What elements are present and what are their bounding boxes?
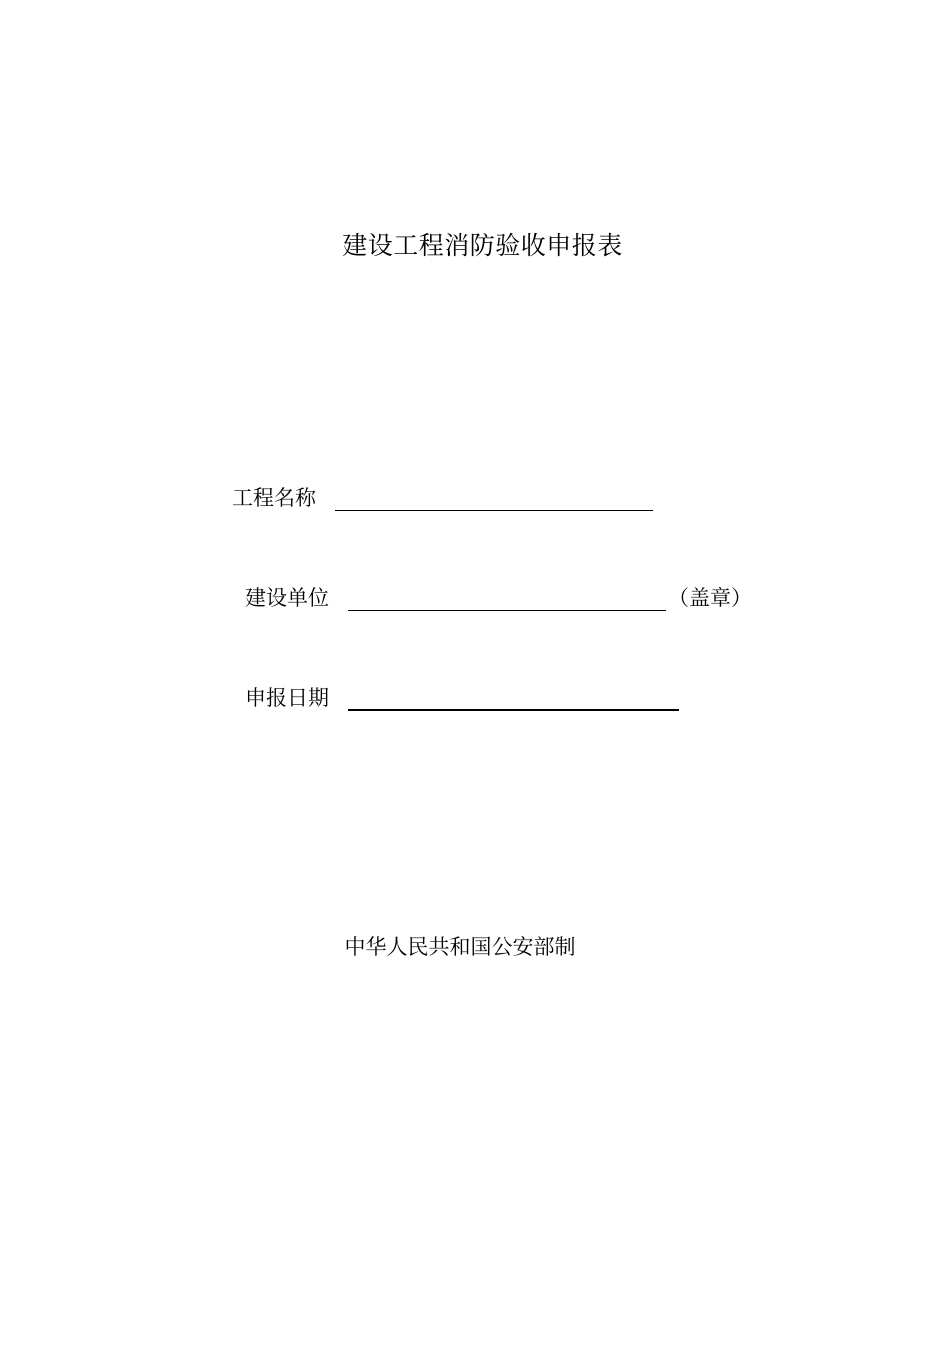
project-name-blank-line[interactable] [335, 510, 653, 511]
issuer-text: 中华人民共和国公安部制 [344, 935, 576, 959]
construction-unit-blank-line[interactable] [348, 610, 666, 611]
application-date-blank-line[interactable] [348, 709, 679, 711]
field-application-date [0, 683, 950, 713]
field-label-construction-unit: 建设单位 [245, 586, 329, 610]
page-title: 建设工程消防验收申报表 [342, 231, 623, 260]
field-label-application-date: 申报日期 [245, 686, 329, 710]
seal-note: （盖章） [668, 586, 752, 610]
field-construction-unit [0, 583, 950, 613]
field-project-name [0, 483, 950, 513]
field-label-project-name: 工程名称 [232, 486, 316, 510]
